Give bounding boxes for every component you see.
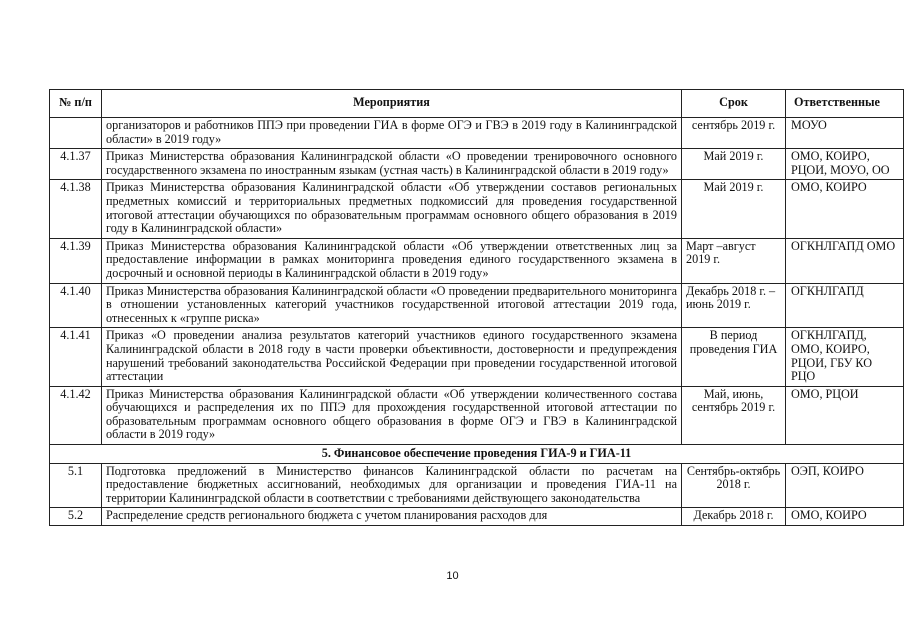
header-num: № п/п bbox=[50, 90, 102, 118]
row-num: 4.1.42 bbox=[50, 386, 102, 444]
section-title: 5. Финансовое обеспечение проведения ГИА-9 и ГИА-11 bbox=[50, 445, 904, 464]
row-term: Декабрь 2018 г. – июнь 2019 г. bbox=[682, 283, 786, 328]
row-responsible: ОМО, РЦОИ bbox=[786, 386, 904, 444]
row-event: Приказ Министерства образования Калининградской области «О проведении предварительного мониторинга в отношении установленных категорий участников государственной итоговой аттестации 2019 года, отнесенных к «группе риска» bbox=[102, 283, 682, 328]
row-num: 5.2 bbox=[50, 508, 102, 526]
row-term: Май 2019 г. bbox=[682, 180, 786, 238]
row-num: 4.1.37 bbox=[50, 149, 102, 180]
row-term: Май 2019 г. bbox=[682, 149, 786, 180]
row-responsible: ОГКНЛГАПД, ОМО, КОИРО, РЦОИ, ГБУ КО РЦО bbox=[786, 328, 904, 386]
row-num bbox=[50, 118, 102, 149]
row-num: 4.1.40 bbox=[50, 283, 102, 328]
row-event: Приказ Министерства образования Калининградской области «Об утверждении ответственных лиц за предоставление информации в рамках мониторинга проведения единого государственного экзамена в досрочный и основной периоды в Калининградской области в 2019 году» bbox=[102, 238, 682, 283]
table-row bbox=[50, 180, 904, 238]
table-row bbox=[50, 463, 904, 508]
section-row bbox=[50, 445, 904, 464]
row-event: организаторов и работников ППЭ при проведении ГИА в форме ОГЭ и ГВЭ в 2019 году в Калининградской области» в 2019 году» bbox=[102, 118, 682, 149]
table-row bbox=[50, 238, 904, 283]
table-row bbox=[50, 118, 904, 149]
table-row bbox=[50, 149, 904, 180]
row-event: Распределение средств регионального бюджета с учетом планирования расходов для bbox=[102, 508, 682, 526]
row-term: Март –август 2019 г. bbox=[682, 238, 786, 283]
row-responsible: ОГКНЛГАПД ОМО bbox=[786, 238, 904, 283]
table-row bbox=[50, 508, 904, 526]
row-responsible: ОМО, КОИРО, РЦОИ, МОУО, ОО bbox=[786, 149, 904, 180]
page-number: 10 bbox=[446, 570, 459, 582]
row-term: В период проведения ГИА bbox=[682, 328, 786, 386]
row-term: Сентябрь-октябрь 2018 г. bbox=[682, 463, 786, 508]
row-term: Май, июнь, сентябрь 2019 г. bbox=[682, 386, 786, 444]
table-row bbox=[50, 283, 904, 328]
table-row bbox=[50, 328, 904, 386]
row-term: Декабрь 2018 г. bbox=[682, 508, 786, 526]
row-event: Подготовка предложений в Министерство финансов Калининградской области по расчетам на предоставление бюджетных ассигнований, необходимых для организации и проведения ГИА-11 на территории Калининградской области в соответствии с требованиями действующего законодательства bbox=[102, 463, 682, 508]
row-num: 4.1.41 bbox=[50, 328, 102, 386]
row-responsible: ОЭП, КОИРО bbox=[786, 463, 904, 508]
row-event: Приказ Министерства образования Калининградской области «Об утверждении составов региональных предметных комиссий и территориальных предметных подкомиссий для проведения государственной итоговой аттестации обучающихся по образовательным программам основного общего образования в 2019 году в Калининградской области» bbox=[102, 180, 682, 238]
row-event: Приказ Министерства образования Калининградской области «О проведении тренировочного основного государственного экзамена по иностранным языкам (устная часть) в Калининградской области в 2019 году» bbox=[102, 149, 682, 180]
row-term: сентябрь 2019 г. bbox=[682, 118, 786, 149]
row-responsible: ОМО, КОИРО bbox=[786, 508, 904, 526]
row-num: 4.1.39 bbox=[50, 238, 102, 283]
row-responsible: ОГКНЛГАПД bbox=[786, 283, 904, 328]
row-event: Приказ «О проведении анализа результатов категорий участников единого государственного экзамена Калининградской области в 2018 году в части проверки объективности, достоверности и предупреждения нарушений требований законодательства Российской Федерации при проведении государственной итоговой аттестации bbox=[102, 328, 682, 386]
row-responsible: ОМО, КОИРО bbox=[786, 180, 904, 238]
table-row bbox=[50, 386, 904, 444]
header-term: Срок bbox=[682, 90, 786, 118]
row-event: Приказ Министерства образования Калининградской области «Об утверждении количественного состава обучающихся и распределения их по ППЭ для прохождения государственной итоговой аттестации по образовательным программам основного общего образования в форме ОГЭ и ГВЭ в Калининградской области в 2019 году» bbox=[102, 386, 682, 444]
row-responsible: МОУО bbox=[786, 118, 904, 149]
header-event: Мероприятия bbox=[102, 90, 682, 118]
row-num: 5.1 bbox=[50, 463, 102, 508]
events-table bbox=[49, 89, 904, 526]
header-responsible: Ответственные bbox=[786, 90, 904, 118]
table-header-row bbox=[50, 90, 904, 118]
row-num: 4.1.38 bbox=[50, 180, 102, 238]
